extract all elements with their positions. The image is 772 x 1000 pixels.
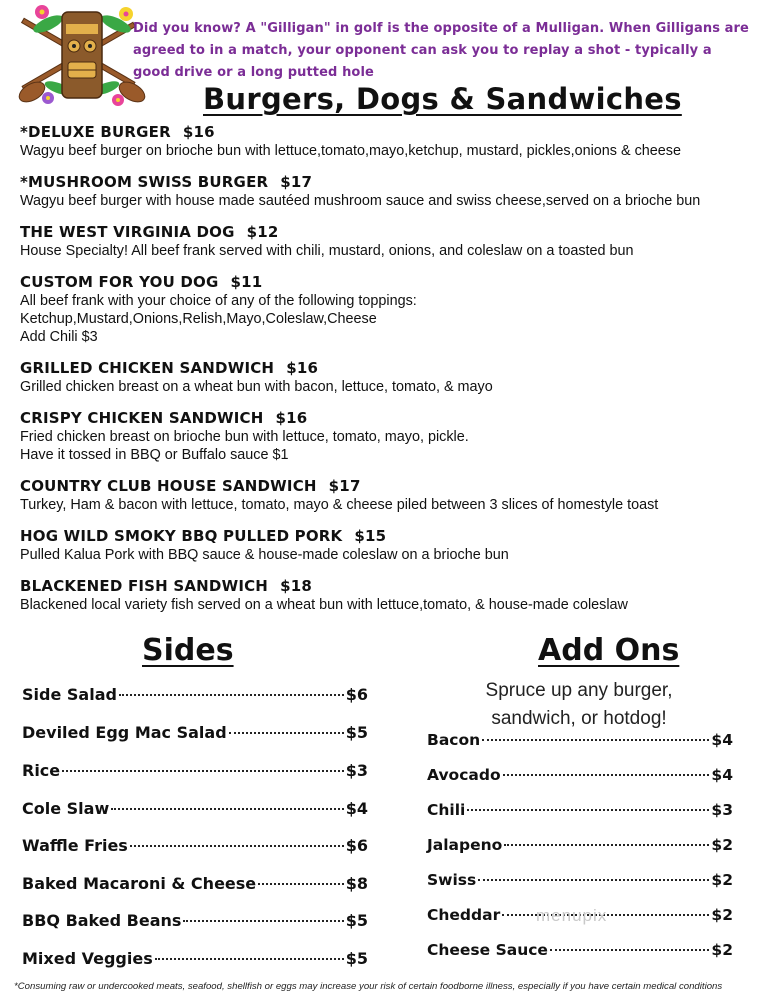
menu-item xyxy=(20,359,760,396)
menu-item xyxy=(20,173,760,210)
side-item xyxy=(22,761,368,780)
side-item xyxy=(22,911,368,930)
menu-item-heading xyxy=(20,273,760,292)
menu-item-heading xyxy=(20,577,760,596)
side-item-price: $6 xyxy=(345,836,368,855)
addon-item-name: Bacon xyxy=(427,731,481,749)
side-item-name: Rice xyxy=(22,761,61,780)
addons-title: Add Ons xyxy=(538,633,680,668)
dot-leader xyxy=(155,958,344,960)
menu-item-description: Blackened local variety fish served on a wheat bun with lettuce,tomato, & house-made coleslaw xyxy=(20,597,628,613)
side-item xyxy=(22,799,368,818)
dot-leader xyxy=(504,844,709,846)
addons-subtitle-line: Spruce up any burger, xyxy=(485,680,673,701)
menu-item-name: CUSTOM FOR YOU DOG xyxy=(20,273,219,291)
dot-leader xyxy=(482,739,709,741)
menu-item-heading xyxy=(20,173,760,192)
addon-item xyxy=(427,766,733,784)
menu-item-price: $15 xyxy=(354,527,387,545)
menu-item-name: THE WEST VIRGINIA DOG xyxy=(20,223,235,241)
menu-item-description: Fried chicken breast on brioche bun with lettuce, tomato, mayo, pickle. Have it tossed in BBQ or Buffalo sauce $1 xyxy=(20,429,469,463)
dot-leader xyxy=(258,883,344,885)
side-item-name: Deviled Egg Mac Salad xyxy=(22,723,227,742)
dot-leader xyxy=(550,949,709,951)
side-item-name: Baked Macaroni & Cheese xyxy=(22,874,257,893)
menu-item-price: $16 xyxy=(286,359,319,377)
menu-item-heading xyxy=(20,123,760,142)
side-item-price: $6 xyxy=(345,685,368,704)
side-item xyxy=(22,874,368,893)
side-item xyxy=(22,723,368,742)
addon-item-name: Cheddar xyxy=(427,906,501,924)
menu-item-price: $17 xyxy=(280,173,313,191)
dot-leader xyxy=(130,845,344,847)
menu-item xyxy=(20,409,760,464)
menu-item-name: CRISPY CHICKEN SANDWICH xyxy=(20,409,264,427)
side-item-name: BBQ Baked Beans xyxy=(22,911,182,930)
tiki-logo-icon xyxy=(18,2,146,110)
menu-item xyxy=(20,123,760,160)
menu-item-price: $16 xyxy=(275,409,308,427)
dot-leader xyxy=(229,732,344,734)
menu-items-list xyxy=(20,123,760,614)
dot-leader xyxy=(467,809,709,811)
side-item-name: Mixed Veggies xyxy=(22,949,153,968)
addons-subtitle-line: sandwich, or hotdog! xyxy=(491,708,667,729)
side-item-price: $3 xyxy=(345,761,368,780)
menu-item-description: Wagyu beef burger with house made sautéed mushroom sauce and swiss cheese,served on a brioche bun xyxy=(20,193,701,209)
addon-item-price: $2 xyxy=(711,941,733,959)
dot-leader xyxy=(111,808,344,810)
addon-item-name: Chili xyxy=(427,801,466,819)
dot-leader xyxy=(119,694,344,696)
addon-item xyxy=(427,836,733,854)
menu-item xyxy=(20,273,760,346)
menu-item-name: HOG WILD SMOKY BBQ PULLED PORK xyxy=(20,527,343,545)
addon-item-name: Swiss xyxy=(427,871,477,889)
addon-item xyxy=(427,731,733,749)
side-item-price: $4 xyxy=(345,799,368,818)
watermark-text: menupix xyxy=(536,906,608,925)
menu-item-name: BLACKENED FISH SANDWICH xyxy=(20,577,269,595)
addon-item-name: Cheese Sauce xyxy=(427,941,548,959)
menu-item-heading xyxy=(20,223,760,242)
menu-item-description: Pulled Kalua Pork with BBQ sauce & house-made coleslaw on a brioche bun xyxy=(20,547,509,563)
side-item-price: $5 xyxy=(345,911,368,930)
side-item-price: $5 xyxy=(345,723,368,742)
menu-item-description: House Specialty! All beef frank served with chili, mustard, onions, and coleslaw on a toasted bun xyxy=(20,243,634,259)
side-item-name: Side Salad xyxy=(22,685,117,704)
addon-item-price: $2 xyxy=(711,836,733,854)
menu-item xyxy=(20,527,760,564)
dot-leader xyxy=(62,770,344,772)
sides-title: Sides xyxy=(142,633,234,668)
menu-item xyxy=(20,577,760,614)
menu-item-heading xyxy=(20,409,760,428)
addon-item-name: Avocado xyxy=(427,766,501,784)
addon-item-price: $3 xyxy=(711,801,733,819)
addon-item xyxy=(427,801,733,819)
menu-item xyxy=(20,477,760,514)
menu-item xyxy=(20,223,760,260)
addon-item-price: $2 xyxy=(711,871,733,889)
menu-item-name: COUNTRY CLUB HOUSE SANDWICH xyxy=(20,477,317,495)
menu-item-description: Grilled chicken breast on a wheat bun with bacon, lettuce, tomato, & mayo xyxy=(20,379,493,395)
side-item-price: $8 xyxy=(345,874,368,893)
addon-item xyxy=(427,871,733,889)
side-item xyxy=(22,836,368,855)
menu-item-heading xyxy=(20,359,760,378)
menu-item-price: $11 xyxy=(230,273,263,291)
menu-item-price: $18 xyxy=(280,577,312,595)
side-item-name: Waffle Fries xyxy=(22,836,128,855)
menu-item-heading xyxy=(20,527,760,546)
menu-item-description: Wagyu beef burger on brioche bun with lettuce,tomato,mayo,ketchup, mustard, pickles,onions & cheese xyxy=(20,143,681,159)
menu-item-price: $17 xyxy=(328,477,361,495)
menu-item-heading xyxy=(20,477,760,496)
addon-item-price: $4 xyxy=(711,766,733,784)
addon-item-name: Jalapeno xyxy=(427,836,503,854)
addon-item xyxy=(427,941,733,959)
menu-item-price: $12 xyxy=(246,223,279,241)
side-item-name: Cole Slaw xyxy=(22,799,110,818)
menu-item-name: GRILLED CHICKEN SANDWICH xyxy=(20,359,275,377)
menu-item-name: *MUSHROOM SWISS BURGER xyxy=(20,173,269,191)
dot-leader xyxy=(503,774,710,776)
side-item xyxy=(22,949,368,968)
addons-subtitle xyxy=(440,677,718,733)
menu-item-name: *DELUXE BURGER xyxy=(20,123,171,141)
side-item xyxy=(22,685,368,704)
menu-item-description: All beef frank with your choice of any of the following toppings: Ketchup,Mustard,Onions,Relish,Mayo,Coleslaw,Cheese Add Chili $3 xyxy=(20,293,417,345)
addon-item-price: $4 xyxy=(711,731,733,749)
menu-item-description: Turkey, Ham & bacon with lettuce, tomato, mayo & cheese piled between 3 slices of homestyle toast xyxy=(20,497,659,513)
golf-fact-text: Did you know? A "Gilligan" in golf is the opposite of a Mulligan. When Gilligans are agreed to in a match, your opponent can ask you to replay a shot - typically a good drive or a long putted hole xyxy=(133,21,749,80)
menu-item-price: $16 xyxy=(182,123,215,141)
dot-leader xyxy=(183,920,343,922)
section-title-burgers: Burgers, Dogs & Sandwiches xyxy=(203,82,682,116)
dot-leader xyxy=(478,879,709,881)
side-item-price: $5 xyxy=(345,949,368,968)
addon-item-price: $2 xyxy=(711,906,733,924)
raw-food-disclaimer: *Consuming raw or undercooked meats, seafood, shellfish or eggs may increase your risk of certain foodborne illness, especially if you have certain medical conditions xyxy=(14,981,723,992)
